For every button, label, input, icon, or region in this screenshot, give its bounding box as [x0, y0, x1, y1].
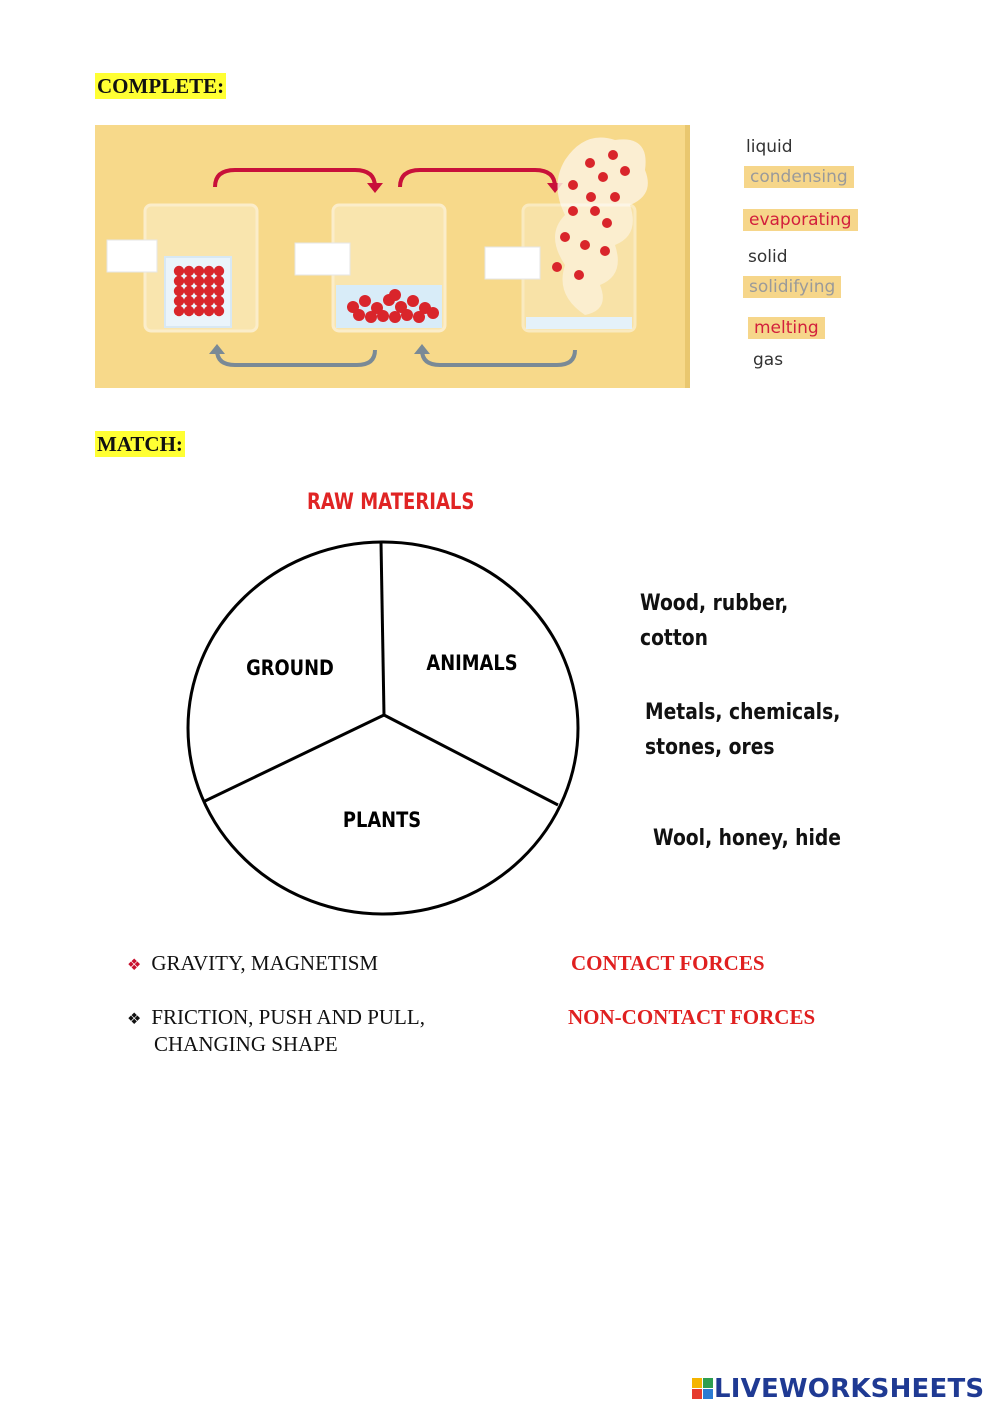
match-heading: MATCH:: [97, 432, 183, 456]
answer-box-1: [107, 240, 157, 272]
answer-box-3: [485, 247, 540, 279]
states-of-matter-illustration: [95, 125, 690, 388]
word-gas: gas: [753, 350, 784, 370]
word-solidifying: solidifying: [743, 276, 841, 298]
solid-particle: [184, 306, 194, 316]
raw-materials-pie: [180, 535, 585, 920]
solid-particle: [214, 306, 224, 316]
solid-particle: [184, 296, 194, 306]
pie-label-animals: ANIMALS: [426, 650, 518, 676]
word-evaporating: evaporating: [743, 209, 858, 231]
solid-particle: [194, 296, 204, 306]
category-non-contact-forces: NON-CONTACT FORCES: [568, 1005, 816, 1029]
solid-particle: [204, 296, 214, 306]
solid-particle: [214, 286, 224, 296]
solid-particle: [204, 276, 214, 286]
solid-particle: [194, 276, 204, 286]
solid-particle: [214, 296, 224, 306]
word-liquid: liquid: [746, 137, 793, 157]
solid-particle: [204, 286, 214, 296]
description-plants: Wood, rubber, cotton: [640, 591, 789, 651]
pie-label-ground: GROUND: [246, 655, 334, 681]
solid-particle: [194, 266, 204, 276]
solid-particle: [174, 276, 184, 286]
bullet-icon: ❖: [127, 1011, 142, 1028]
solid-particle: [204, 306, 214, 316]
solid-particle: [204, 266, 214, 276]
logo-icon: [692, 1376, 714, 1402]
force-item-1: ❖ GRAVITY, MAGNETISM: [127, 951, 379, 975]
liveworksheets-logo: LIVEWORKSHEETS: [692, 1374, 984, 1404]
solid-particle: [174, 296, 184, 306]
category-contact-forces: CONTACT FORCES: [571, 951, 765, 975]
word-condensing: condensing: [744, 166, 854, 188]
force-item-2-cont: CHANGING SHAPE: [154, 1032, 338, 1056]
description-ground: Metals, chemicals, stones, ores: [645, 700, 841, 760]
solid-particle: [194, 306, 204, 316]
solid-particle: [174, 306, 184, 316]
force-item-2: ❖ FRICTION, PUSH AND PULL,: [127, 1005, 425, 1029]
solid-particle: [194, 286, 204, 296]
word-melting: melting: [748, 317, 825, 339]
solid-particle: [184, 286, 194, 296]
complete-heading: COMPLETE:: [97, 74, 225, 98]
pie-label-plants: PLANTS: [342, 807, 422, 833]
description-animals: Wool, honey, hide: [653, 826, 841, 851]
solid-particle: [174, 286, 184, 296]
word-solid: solid: [748, 247, 788, 267]
solid-particle: [214, 276, 224, 286]
solid-particle: [184, 276, 194, 286]
solid-particle: [214, 266, 224, 276]
solid-particle: [174, 266, 184, 276]
bullet-icon: ❖: [127, 957, 142, 974]
solid-particle: [184, 266, 194, 276]
answer-box-2: [295, 243, 350, 275]
raw-materials-title: RAW MATERIALS: [307, 490, 475, 515]
